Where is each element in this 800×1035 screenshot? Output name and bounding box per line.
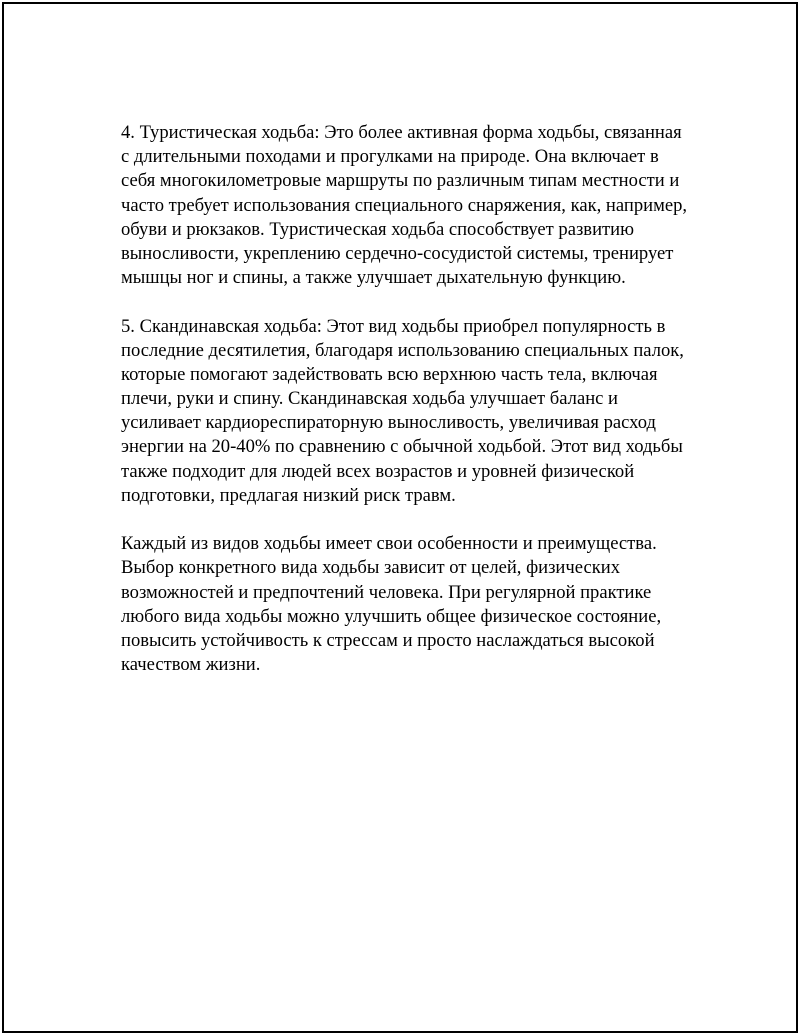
- text-line: которые помогают задействовать всю верхнюю часть тела, включая: [121, 363, 658, 385]
- text-line: 4. Туристическая ходьба: Это более активная форма ходьбы, связанная: [121, 122, 682, 143]
- text-line: последние десятилетия, благодаря использованию специальных палок,: [121, 339, 684, 361]
- text-line: Каждый из видов ходьбы имеет свои особенности и преимущества.: [121, 533, 657, 555]
- text-line: мышцы ног и спины, а также улучшает дыхательную функцию.: [121, 267, 626, 289]
- text-line: 5. Скандинавская ходьба: Этот вид ходьбы приобрел популярность в: [121, 315, 666, 337]
- text-line: выносливости, укреплению сердечно-сосудистой системы, тренирует: [121, 242, 674, 264]
- paragraph-conclusion: [121, 532, 696, 677]
- paragraph-touristic-walking: [121, 121, 696, 290]
- text-line: Выбор конкретного вида ходьбы зависит от целей, физических: [121, 557, 620, 579]
- paragraph-nordic-walking: [121, 315, 696, 509]
- text-line: с длительными походами и прогулками на природе. Она включает в: [121, 146, 659, 168]
- text-line: плечи, руки и спину. Скандинавская ходьба улучшает баланс и: [121, 388, 618, 410]
- text-line: усиливает кардиореспираторную выносливость, увеличивая расход: [121, 412, 656, 434]
- text-line: любого вида ходьбы можно улучшить общее физическое состояние,: [121, 605, 662, 627]
- text-line: обуви и рюкзаков. Туристическая ходьба способствует развитию: [121, 218, 635, 240]
- text-line: также подходит для людей всех возрастов и уровней физической: [121, 460, 635, 482]
- document-body: [121, 121, 696, 702]
- text-line: повысить устойчивость к стрессам и просто наслаждаться высокой: [121, 629, 655, 651]
- document-page: [2, 2, 798, 1033]
- text-line: энергии на 20-40% по сравнению с обычной ходьбой. Этот вид ходьбы: [121, 436, 683, 458]
- text-line: качеством жизни.: [121, 654, 261, 676]
- text-line: часто требует использования специального снаряжения, как, например,: [121, 194, 688, 216]
- text-line: подготовки, предлагая низкий риск травм.: [121, 484, 456, 506]
- text-line: себя многокилометровые маршруты по различным типам местности и: [121, 170, 680, 192]
- text-line: возможностей и предпочтений человека. При регулярной практике: [121, 581, 652, 603]
